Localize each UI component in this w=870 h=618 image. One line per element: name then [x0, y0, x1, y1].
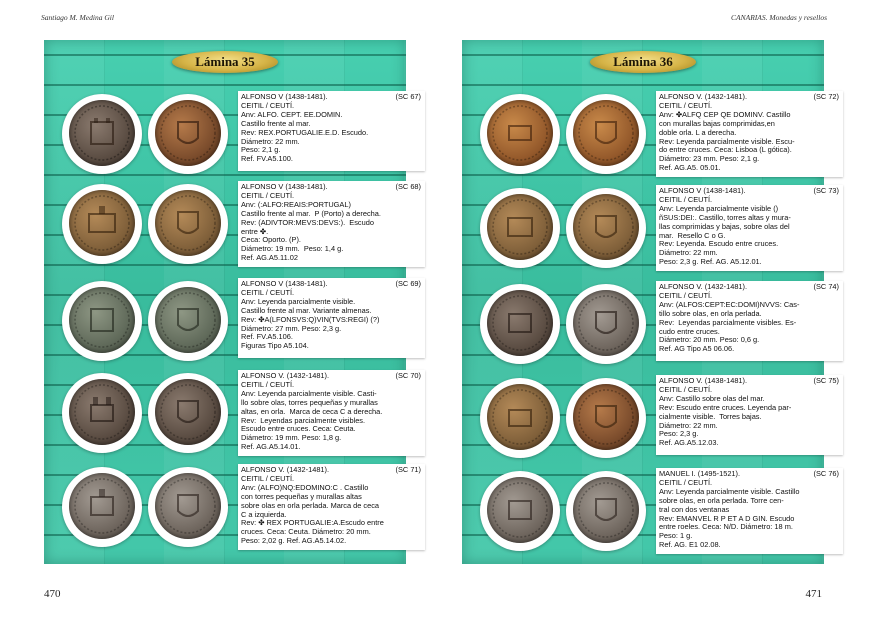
coin-reverse-image — [155, 379, 221, 445]
coin-obverse-frame — [62, 184, 142, 264]
coin-reverse-image — [573, 384, 639, 450]
catalog-number: (SC 70) — [395, 371, 421, 380]
coin-entry-row — [44, 460, 421, 550]
coin-reverse-image — [155, 287, 221, 353]
coin-obverse-frame — [62, 94, 142, 174]
coin-description-text: ALFONSO V (1438-1481). CEITIL / CEUTÍ. Anv: Leyenda parcialmente visible. Castillo frente al mar. Variante almenas. Rev: ✤A(LFONSVS:Q)VIN(TVS:REGI) (?) Diámetro: 27 mm. Peso: 2,3 g. Ref. FV.A5.106. Figuras Tipo A5.104. — [241, 279, 380, 351]
coin-obverse-image — [487, 100, 553, 166]
coin-description-text: ALFONSO V. (1432-1481). CEITIL / CEUTÍ. Anv: Leyenda parcialmente visible. Casti- llo sobre olas, torres pequeñas y murallas altas, en orla. Marca de ceca C a derecha. Rev: Leyendas parcialmente visibles. Escudo entre cruces. Ceca: Ceuta. Diámetro: 19 mm. Peso: 1,8 g. Ref. AG.A5.14.01. — [241, 371, 383, 452]
coin-description-box — [656, 281, 843, 361]
plate-title-badge: Lámina 35 — [172, 51, 278, 73]
coin-description-box — [238, 370, 425, 456]
coin-description-box — [656, 375, 843, 455]
coin-description-text: ALFONSO V (1438-1481). CEITIL / CEUTÍ. Anv: (:ALFO:REAIS:PORTUGAL) Castillo frente al mar. P (Porto) a derecha. Rev: (ADIVTOR:MEVS:DEVS:). Escudo entre ✤. Ceca: Oporto. (P). Diámetro: 19 mm. Peso: 1,4 g. Ref. AG.A5.11.02 — [241, 182, 381, 263]
coin-obverse-image — [487, 194, 553, 260]
coin-description-text: ALFONSO V (1438-1481). CEITIL / CEUTÍ. Anv: ALFO. CEPT. EE.DOMIN. Castillo frente al mar. Rev: REX.PORTUGALIE.E.D. Escudo. Diámetro: 22 mm. Peso: 2,1 g. Ref. FV.A5.100. — [241, 92, 369, 164]
coin-obverse-frame — [480, 284, 560, 364]
coin-entry-row — [462, 87, 839, 177]
plate-title-badge: Lámina 36 — [590, 51, 696, 73]
page-number-right: 471 — [805, 588, 822, 600]
coin-description-box — [656, 91, 843, 177]
catalog-number: (SC 74) — [813, 282, 839, 291]
coin-reverse-frame — [566, 188, 646, 268]
coin-reverse-frame — [148, 184, 228, 264]
coin-reverse-image — [573, 194, 639, 260]
coin-obverse-image — [487, 384, 553, 450]
coin-entry-row — [462, 181, 839, 271]
coin-entry-row — [462, 464, 839, 554]
coin-reverse-image — [573, 290, 639, 356]
running-head-left: Santiago M. Medina Gil — [41, 13, 114, 22]
coin-obverse-image — [69, 379, 135, 445]
coin-obverse-frame — [62, 373, 142, 453]
coin-obverse-image — [69, 473, 135, 539]
coin-obverse-image — [487, 290, 553, 356]
coin-obverse-frame — [480, 378, 560, 458]
catalog-number: (SC 68) — [395, 182, 421, 191]
coin-obverse-frame — [62, 467, 142, 547]
plate-panel-left — [44, 40, 421, 564]
coin-obverse-frame — [480, 471, 560, 551]
catalog-number: (SC 73) — [813, 186, 839, 195]
catalog-number: (SC 75) — [813, 376, 839, 385]
catalog-number: (SC 69) — [395, 279, 421, 288]
coin-entry-row — [462, 277, 839, 367]
page-number-left: 470 — [44, 588, 61, 600]
coin-reverse-frame — [566, 378, 646, 458]
coin-reverse-frame — [148, 373, 228, 453]
running-head-right: CANARIAS. Monedas y resellos — [731, 13, 827, 22]
coin-description-box — [238, 464, 425, 550]
coin-obverse-frame — [480, 94, 560, 174]
coin-description-text: ALFONSO V. (1432-1481). CEITIL / CEUTÍ. Anv: (ALFO)NQ:EDOMINO:C . Castillo con torres pequeñas y murallas altas sobre olas en orla perlada. Marca de ceca C a izquierda. Rev: ✤ REX PORTUGALIE:A.Escudo entre cruces. Ceca: Ceuta. Diámetro: 20 mm. Peso: 2,02 g. Ref. AG.A5.14.02. — [241, 465, 384, 546]
coin-description-box — [238, 91, 425, 171]
coin-description-text: MANUEL I. (1495-1521). CEITIL / CEUTÍ. Anv: Leyenda parcialmente visible. Castillo sobre olas, en orla perlada. Torre cen- tral con dos ventanas Rev: EMANVEL R P ET A D GIN. Escudo entre roeles. Ceca: N/D. Diámetro: 18 m. Peso: 1 g. Ref. AG. E1 02.08. — [659, 469, 800, 550]
coin-reverse-image — [155, 100, 221, 166]
coin-obverse-frame — [62, 281, 142, 361]
coin-entry-row — [44, 274, 421, 364]
coin-reverse-frame — [148, 281, 228, 361]
coin-description-box — [656, 468, 843, 554]
catalog-number: (SC 76) — [813, 469, 839, 478]
plate-panel-right — [462, 40, 839, 564]
coin-reverse-image — [155, 473, 221, 539]
coin-reverse-frame — [566, 284, 646, 364]
coin-reverse-frame — [566, 471, 646, 551]
coin-reverse-image — [573, 477, 639, 543]
coin-entry-row — [44, 366, 421, 456]
coin-obverse-frame — [480, 188, 560, 268]
coin-description-box — [238, 278, 425, 358]
coin-reverse-image — [573, 100, 639, 166]
coin-obverse-image — [487, 477, 553, 543]
coin-obverse-image — [69, 100, 135, 166]
coin-description-box — [656, 185, 843, 271]
coin-obverse-image — [69, 287, 135, 353]
coin-entry-row — [462, 371, 839, 461]
coin-entry-row — [44, 177, 421, 267]
coin-obverse-image — [69, 190, 135, 256]
coin-description-box — [238, 181, 425, 267]
coin-description-text: ALFONSO V (1438-1481). CEITIL / CEUTÍ. Anv: Leyenda parcialmente visible () ñSUS:DEI:. Castillo, torres altas y mura- llas comprimidas y bajas, sobre olas del mar. Resello C o G. Rev: Leyenda. Escudo entre cruces. Diámetro: 22 mm. Peso: 2,3 g. Ref. AG. A5.12.01. — [659, 186, 791, 267]
coin-description-text: ALFONSO V. (1432-1481). CEITIL / CEUTÍ. Anv: (ALFOS:CEPT:EC:DOMI)NVVS: Cas- tillo sobre olas, en orla perlada. Rev: Leyendas parcialmente visibles. Es- cudo entre cruces. Diámetro: 20 mm. Peso: 0,6 g. Ref. AG Tipo A5 06.06. — [659, 282, 800, 354]
coin-reverse-image — [155, 190, 221, 256]
coin-reverse-frame — [566, 94, 646, 174]
coin-reverse-frame — [148, 94, 228, 174]
catalog-number: (SC 72) — [813, 92, 839, 101]
catalog-number: (SC 71) — [395, 465, 421, 474]
coin-description-text: ALFONSO V. (1432-1481). CEITIL / CEUTÍ. Anv: ✤ALFQ CEP QE DOMINV. Castillo con murallas bajas comprimidas,en doble orla. L a derecha. Rev: Leyenda parcialmente visible. Escu- do entre cruces. Ceca: Lisboa (L gótica). Diámetro: 23 mm. Peso: 2,1 g. Ref. AG.A5. 05.01. — [659, 92, 795, 173]
catalog-number: (SC 67) — [395, 92, 421, 101]
coin-entry-row — [44, 87, 421, 177]
coin-description-text: ALFONSO V. (1438-1481). CEITIL / CEUTÍ. Anv: Castillo sobre olas del mar. Rev: Escudo entre cruces. Leyenda par- cialmente visible. Torres bajas. Diámetro: 22 mm. Peso: 2,3 g. Ref. AG.A5.12.03. — [659, 376, 792, 448]
coin-reverse-frame — [148, 467, 228, 547]
